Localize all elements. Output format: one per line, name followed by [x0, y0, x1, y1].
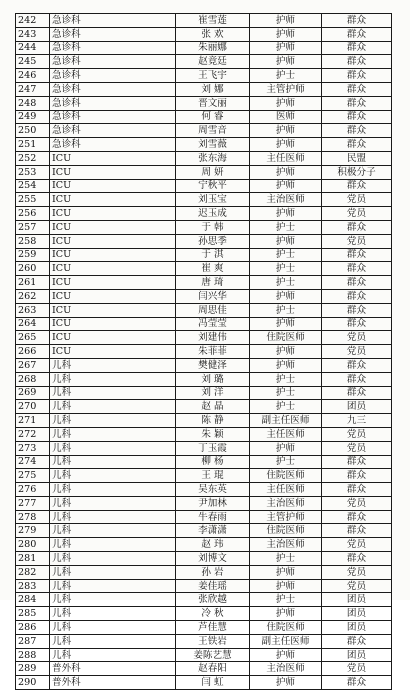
row-number-cell: 262: [16, 289, 50, 303]
department-cell: 急诊科: [50, 27, 176, 41]
row-number-cell: 275: [16, 469, 50, 483]
job-title-cell: 副主任医师: [250, 634, 322, 648]
staff-name-cell: 张东海: [176, 151, 250, 165]
department-cell: ICU: [50, 151, 176, 165]
department-cell: ICU: [50, 276, 176, 290]
staff-name-cell: 冷 秋: [176, 607, 250, 621]
department-cell: ICU: [50, 248, 176, 262]
department-cell: 儿科: [50, 510, 176, 524]
political-status-cell: 群众: [322, 289, 392, 303]
row-number-cell: 251: [16, 138, 50, 152]
department-cell: 急诊科: [50, 138, 176, 152]
table-row: [16, 14, 392, 28]
row-number-cell: 287: [16, 634, 50, 648]
department-cell: 儿科: [50, 358, 176, 372]
department-cell: 普外科: [50, 676, 176, 690]
department-cell: 急诊科: [50, 110, 176, 124]
staff-name-cell: 迟玉成: [176, 207, 250, 221]
row-number-cell: 281: [16, 552, 50, 566]
job-title-cell: 护师: [250, 648, 322, 662]
row-number-cell: 276: [16, 483, 50, 497]
staff-name-cell: 牛春雨: [176, 510, 250, 524]
political-status-cell: 群众: [322, 27, 392, 41]
staff-name-cell: 崔雪莲: [176, 14, 250, 28]
row-number-cell: 255: [16, 193, 50, 207]
staff-name-cell: 孙思季: [176, 234, 250, 248]
staff-name-cell: 冯莹莹: [176, 317, 250, 331]
staff-name-cell: 周 妍: [176, 165, 250, 179]
political-status-cell: 群众: [322, 358, 392, 372]
job-title-cell: 护师: [250, 96, 322, 110]
job-title-cell: 护师: [250, 289, 322, 303]
staff-name-cell: 赵 玮: [176, 538, 250, 552]
political-status-cell: 民盟: [322, 151, 392, 165]
row-number-cell: 244: [16, 41, 50, 55]
row-number-cell: 279: [16, 524, 50, 538]
row-number-cell: 284: [16, 593, 50, 607]
job-title-cell: 护师: [250, 207, 322, 221]
table-row: [16, 151, 392, 165]
staff-name-cell: 何 睿: [176, 110, 250, 124]
job-title-cell: 住院医师: [250, 469, 322, 483]
job-title-cell: 护士: [250, 262, 322, 276]
staff-name-cell: 朱丽娜: [176, 41, 250, 55]
political-status-cell: 群众: [322, 455, 392, 469]
staff-name-cell: 周思佳: [176, 303, 250, 317]
department-cell: ICU: [50, 289, 176, 303]
row-number-cell: 272: [16, 427, 50, 441]
row-number-cell: 247: [16, 82, 50, 96]
political-status-cell: 群众: [322, 110, 392, 124]
department-cell: 儿科: [50, 648, 176, 662]
row-number-cell: 280: [16, 538, 50, 552]
row-number-cell: 269: [16, 386, 50, 400]
job-title-cell: 护士: [250, 248, 322, 262]
department-cell: 儿科: [50, 483, 176, 497]
department-cell: 急诊科: [50, 41, 176, 55]
department-cell: ICU: [50, 179, 176, 193]
row-number-cell: 273: [16, 441, 50, 455]
department-cell: 儿科: [50, 414, 176, 428]
table-row: [16, 331, 392, 345]
table-row: [16, 165, 392, 179]
job-title-cell: 护师: [250, 41, 322, 55]
table-row: [16, 552, 392, 566]
table-row: [16, 124, 392, 138]
political-status-cell: 群众: [322, 262, 392, 276]
staff-name-cell: 刘博文: [176, 552, 250, 566]
table-row: [16, 662, 392, 676]
political-status-cell: 党员: [322, 565, 392, 579]
staff-name-cell: 刘 娜: [176, 82, 250, 96]
political-status-cell: 团员: [322, 607, 392, 621]
political-status-cell: 九三: [322, 414, 392, 428]
staff-name-cell: 孙 岩: [176, 565, 250, 579]
table-row: [16, 579, 392, 593]
row-number-cell: 268: [16, 372, 50, 386]
table-row: [16, 400, 392, 414]
staff-name-cell: 宁秋平: [176, 179, 250, 193]
table-row: [16, 55, 392, 69]
row-number-cell: 285: [16, 607, 50, 621]
row-number-cell: 288: [16, 648, 50, 662]
staff-name-cell: 赵春阳: [176, 662, 250, 676]
table-row: [16, 248, 392, 262]
job-title-cell: 主治医师: [250, 193, 322, 207]
political-status-cell: 群众: [322, 469, 392, 483]
department-cell: 儿科: [50, 386, 176, 400]
table-row: [16, 621, 392, 635]
department-cell: 急诊科: [50, 69, 176, 83]
row-number-cell: 286: [16, 621, 50, 635]
department-cell: ICU: [50, 220, 176, 234]
department-cell: 儿科: [50, 524, 176, 538]
political-status-cell: 群众: [322, 179, 392, 193]
table-row: [16, 96, 392, 110]
row-number-cell: 265: [16, 331, 50, 345]
political-status-cell: 群众: [322, 248, 392, 262]
department-cell: ICU: [50, 303, 176, 317]
table-row: [16, 538, 392, 552]
table-row: [16, 358, 392, 372]
staff-name-cell: 于 淇: [176, 248, 250, 262]
table-row: [16, 276, 392, 290]
job-title-cell: 护师: [250, 676, 322, 690]
table-row: [16, 262, 392, 276]
job-title-cell: 护师: [250, 138, 322, 152]
table-row: [16, 483, 392, 497]
political-status-cell: 党员: [322, 234, 392, 248]
table-row: [16, 427, 392, 441]
table-row: [16, 441, 392, 455]
political-status-cell: 群众: [322, 41, 392, 55]
table-row: [16, 317, 392, 331]
department-cell: 儿科: [50, 400, 176, 414]
row-number-cell: 282: [16, 565, 50, 579]
job-title-cell: 护师: [250, 55, 322, 69]
job-title-cell: 护师: [250, 358, 322, 372]
row-number-cell: 274: [16, 455, 50, 469]
job-title-cell: 护师: [250, 124, 322, 138]
row-number-cell: 245: [16, 55, 50, 69]
staff-name-cell: 樊健泽: [176, 358, 250, 372]
staff-name-cell: 唐 琦: [176, 276, 250, 290]
row-number-cell: 260: [16, 262, 50, 276]
staff-name-cell: 张 欢: [176, 27, 250, 41]
political-status-cell: 群众: [322, 55, 392, 69]
row-number-cell: 267: [16, 358, 50, 372]
political-status-cell: 群众: [322, 96, 392, 110]
department-cell: 儿科: [50, 496, 176, 510]
job-title-cell: 护士: [250, 372, 322, 386]
job-title-cell: 护师: [250, 27, 322, 41]
political-status-cell: 党员: [322, 331, 392, 345]
department-cell: 儿科: [50, 469, 176, 483]
staff-name-cell: 王铁岩: [176, 634, 250, 648]
staff-name-cell: 张欣越: [176, 593, 250, 607]
department-cell: ICU: [50, 207, 176, 221]
staff-name-cell: 丁玉霞: [176, 441, 250, 455]
department-cell: ICU: [50, 262, 176, 276]
job-title-cell: 护师: [250, 565, 322, 579]
political-status-cell: 群众: [322, 276, 392, 290]
table-row: [16, 676, 392, 690]
job-title-cell: 护师: [250, 317, 322, 331]
row-number-cell: 249: [16, 110, 50, 124]
row-number-cell: 289: [16, 662, 50, 676]
department-cell: 急诊科: [50, 55, 176, 69]
political-status-cell: 团员: [322, 621, 392, 635]
political-status-cell: 党员: [322, 427, 392, 441]
job-title-cell: 护士: [250, 303, 322, 317]
department-cell: 儿科: [50, 552, 176, 566]
table-row: [16, 372, 392, 386]
row-number-cell: 246: [16, 69, 50, 83]
job-title-cell: 护士: [250, 455, 322, 469]
staff-name-cell: 刘建伟: [176, 331, 250, 345]
table-row: [16, 510, 392, 524]
job-title-cell: 主管护师: [250, 82, 322, 96]
job-title-cell: 护师: [250, 165, 322, 179]
table-row: [16, 648, 392, 662]
political-status-cell: 群众: [322, 69, 392, 83]
political-status-cell: 团员: [322, 648, 392, 662]
row-number-cell: 290: [16, 676, 50, 690]
department-cell: 急诊科: [50, 14, 176, 28]
row-number-cell: 264: [16, 317, 50, 331]
staff-name-cell: 刘玉宝: [176, 193, 250, 207]
political-status-cell: 团员: [322, 400, 392, 414]
job-title-cell: 护士: [250, 276, 322, 290]
political-status-cell: 党员: [322, 441, 392, 455]
staff-name-cell: 朱菲菲: [176, 345, 250, 359]
political-status-cell: 党员: [322, 538, 392, 552]
row-number-cell: 257: [16, 220, 50, 234]
row-number-cell: 243: [16, 27, 50, 41]
job-title-cell: 护士: [250, 386, 322, 400]
job-title-cell: 医师: [250, 110, 322, 124]
staff-name-cell: 姜佳瑶: [176, 579, 250, 593]
staff-name-cell: 晋文丽: [176, 96, 250, 110]
table-row: [16, 455, 392, 469]
row-number-cell: 256: [16, 207, 50, 221]
department-cell: ICU: [50, 345, 176, 359]
department-cell: 普外科: [50, 662, 176, 676]
table-row: [16, 179, 392, 193]
political-status-cell: 群众: [322, 14, 392, 28]
staff-name-cell: 于 韩: [176, 220, 250, 234]
political-status-cell: 群众: [322, 372, 392, 386]
political-status-cell: 积极分子: [322, 165, 392, 179]
political-status-cell: 群众: [322, 386, 392, 400]
department-cell: 急诊科: [50, 96, 176, 110]
staff-name-cell: 刘 璐: [176, 372, 250, 386]
job-title-cell: 住院医师: [250, 524, 322, 538]
department-cell: ICU: [50, 165, 176, 179]
staff-name-cell: 刘雪薇: [176, 138, 250, 152]
row-number-cell: 258: [16, 234, 50, 248]
department-cell: 儿科: [50, 441, 176, 455]
staff-name-cell: 姜陈艺慧: [176, 648, 250, 662]
job-title-cell: 护师: [250, 234, 322, 248]
political-status-cell: 群众: [322, 634, 392, 648]
job-title-cell: 护士: [250, 69, 322, 83]
table-row: [16, 234, 392, 248]
department-cell: 急诊科: [50, 124, 176, 138]
row-number-cell: 261: [16, 276, 50, 290]
row-number-cell: 270: [16, 400, 50, 414]
political-status-cell: 群众: [322, 303, 392, 317]
department-cell: ICU: [50, 234, 176, 248]
row-number-cell: 277: [16, 496, 50, 510]
political-status-cell: 党员: [322, 662, 392, 676]
job-title-cell: 主治医师: [250, 662, 322, 676]
table-row: [16, 524, 392, 538]
staff-name-cell: 闫兴华: [176, 289, 250, 303]
department-cell: 儿科: [50, 621, 176, 635]
roster-body: [16, 14, 392, 690]
row-number-cell: 250: [16, 124, 50, 138]
political-status-cell: 党员: [322, 193, 392, 207]
political-status-cell: 党员: [322, 207, 392, 221]
table-row: [16, 82, 392, 96]
political-status-cell: 党员: [322, 579, 392, 593]
table-row: [16, 207, 392, 221]
staff-name-cell: 闫 虹: [176, 676, 250, 690]
job-title-cell: 住院医师: [250, 621, 322, 635]
job-title-cell: 主任医师: [250, 427, 322, 441]
department-cell: 儿科: [50, 455, 176, 469]
staff-name-cell: 赵 晶: [176, 400, 250, 414]
political-status-cell: 群众: [322, 524, 392, 538]
political-status-cell: 群众: [322, 124, 392, 138]
table-row: [16, 193, 392, 207]
job-title-cell: 主任医师: [250, 151, 322, 165]
staff-name-cell: 柳 杨: [176, 455, 250, 469]
row-number-cell: 266: [16, 345, 50, 359]
political-status-cell: 群众: [322, 220, 392, 234]
staff-name-cell: 朱 颖: [176, 427, 250, 441]
table-row: [16, 41, 392, 55]
political-status-cell: 团员: [322, 593, 392, 607]
department-cell: 儿科: [50, 538, 176, 552]
department-cell: 儿科: [50, 607, 176, 621]
job-title-cell: 主管护师: [250, 510, 322, 524]
table-row: [16, 414, 392, 428]
department-cell: 急诊科: [50, 82, 176, 96]
staff-name-cell: 芦佳慧: [176, 621, 250, 635]
job-title-cell: 副主任医师: [250, 414, 322, 428]
table-row: [16, 138, 392, 152]
row-number-cell: 253: [16, 165, 50, 179]
staff-name-cell: 王 琨: [176, 469, 250, 483]
table-row: [16, 345, 392, 359]
staff-name-cell: 周雪音: [176, 124, 250, 138]
staff-name-cell: 尹加林: [176, 496, 250, 510]
political-status-cell: 群众: [322, 676, 392, 690]
job-title-cell: 主任医师: [250, 483, 322, 497]
row-number-cell: 242: [16, 14, 50, 28]
staff-name-cell: 赵竟廷: [176, 55, 250, 69]
staff-name-cell: 刘 洋: [176, 386, 250, 400]
row-number-cell: 259: [16, 248, 50, 262]
row-number-cell: 271: [16, 414, 50, 428]
political-status-cell: 群众: [322, 317, 392, 331]
political-status-cell: 党员: [322, 345, 392, 359]
table-row: [16, 303, 392, 317]
staff-name-cell: 陈 静: [176, 414, 250, 428]
job-title-cell: 住院医师: [250, 331, 322, 345]
row-number-cell: 254: [16, 179, 50, 193]
job-title-cell: 护士: [250, 593, 322, 607]
job-title-cell: 护师: [250, 179, 322, 193]
table-row: [16, 607, 392, 621]
political-status-cell: 群众: [322, 483, 392, 497]
row-number-cell: 278: [16, 510, 50, 524]
row-number-cell: 263: [16, 303, 50, 317]
department-cell: ICU: [50, 331, 176, 345]
table-row: [16, 69, 392, 83]
political-status-cell: 群众: [322, 510, 392, 524]
political-status-cell: 群众: [322, 138, 392, 152]
table-row: [16, 634, 392, 648]
job-title-cell: 主治医师: [250, 496, 322, 510]
department-cell: 儿科: [50, 634, 176, 648]
job-title-cell: 护师: [250, 579, 322, 593]
staff-name-cell: 崔 爽: [176, 262, 250, 276]
staff-name-cell: 王飞宇: [176, 69, 250, 83]
job-title-cell: 护师: [250, 441, 322, 455]
row-number-cell: 248: [16, 96, 50, 110]
row-number-cell: 283: [16, 579, 50, 593]
job-title-cell: 主治医师: [250, 538, 322, 552]
department-cell: ICU: [50, 317, 176, 331]
staff-name-cell: 李潇潇: [176, 524, 250, 538]
row-number-cell: 252: [16, 151, 50, 165]
table-row: [16, 469, 392, 483]
department-cell: 儿科: [50, 565, 176, 579]
political-status-cell: 党员: [322, 496, 392, 510]
job-title-cell: 护师: [250, 345, 322, 359]
department-cell: 儿科: [50, 579, 176, 593]
job-title-cell: 护士: [250, 552, 322, 566]
department-cell: 儿科: [50, 372, 176, 386]
table-row: [16, 386, 392, 400]
table-row: [16, 565, 392, 579]
department-cell: 儿科: [50, 593, 176, 607]
department-cell: ICU: [50, 193, 176, 207]
table-row: [16, 289, 392, 303]
staff-roster-table: [15, 13, 392, 690]
table-row: [16, 27, 392, 41]
job-title-cell: 护师: [250, 607, 322, 621]
political-status-cell: 群众: [322, 552, 392, 566]
job-title-cell: 护师: [250, 14, 322, 28]
job-title-cell: 护士: [250, 220, 322, 234]
table-row: [16, 220, 392, 234]
job-title-cell: 护士: [250, 400, 322, 414]
table-row: [16, 110, 392, 124]
staff-name-cell: 吴东英: [176, 483, 250, 497]
table-row: [16, 496, 392, 510]
department-cell: 儿科: [50, 427, 176, 441]
political-status-cell: 群众: [322, 82, 392, 96]
